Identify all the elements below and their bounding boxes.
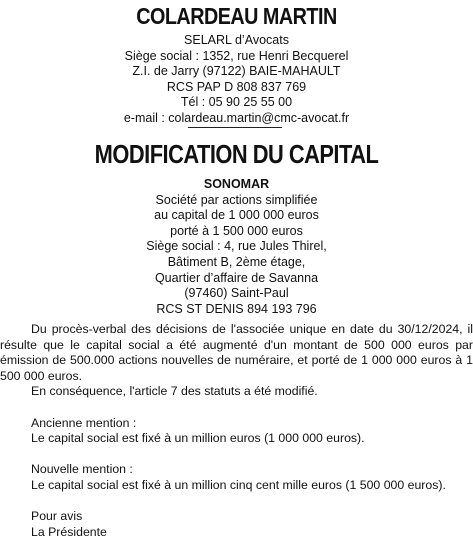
old-mention-text: Le capital social est fixé à un million euros (1 000 000 euros). bbox=[31, 431, 365, 446]
company-capital-new: porté à 1 500 000 euros bbox=[170, 223, 303, 238]
company-city: (97460) Saint-Paul bbox=[184, 286, 289, 301]
consequence-line: En conséquence, l'article 7 des statuts a été modifié. bbox=[31, 384, 318, 399]
new-mention-label: Nouvelle mention : bbox=[31, 462, 133, 477]
company-form: Société par actions simplifiée bbox=[155, 192, 318, 207]
decision-paragraph: Du procès-verbal des décisions de l'associée unique en date du 30/12/2024, il résulte que le capital social a été augmenté d'un montant de 500 000 euros par émission de 500.000 actions nouvelles de numéraire, et porté de 1 000 000 euros à 1 500 000 euros. bbox=[0, 322, 473, 383]
old-mention-label: Ancienne mention : bbox=[31, 415, 137, 430]
closing-line: Pour avis bbox=[31, 509, 83, 524]
company-address-line: Siège social : 4, rue Jules Thirel, bbox=[146, 239, 327, 254]
firm-email: e-mail : colardeau.martin@cmc-avocat.fr bbox=[123, 110, 350, 125]
spacer bbox=[0, 447, 473, 463]
signature-line: La Présidente bbox=[31, 524, 107, 539]
company-district: Quartier d’affaire de Savanna bbox=[154, 270, 319, 285]
company-building: Bâtiment B, 2ème étage, bbox=[167, 254, 306, 269]
firm-details bbox=[0, 33, 473, 127]
new-mention-text: Le capital social est fixé à un million cinq cent mille euros (1 500 000 euros). bbox=[31, 477, 446, 492]
divider-rule bbox=[188, 127, 282, 128]
spacer bbox=[0, 400, 473, 416]
company-name: SONOMAR bbox=[203, 177, 270, 191]
company-capital: au capital de 1 000 000 euros bbox=[154, 208, 319, 223]
spacer bbox=[0, 494, 473, 510]
company-rcs: RCS ST DENIS 894 193 796 bbox=[156, 301, 317, 316]
notice-title: MODIFICATION DU CAPITAL bbox=[94, 139, 379, 169]
firm-phone: Tél : 05 90 25 55 00 bbox=[180, 95, 293, 110]
firm-name: COLARDEAU MARTIN bbox=[136, 3, 337, 29]
firm-address-line: Siège social : 1352, rue Henri Becquerel bbox=[124, 48, 349, 63]
company-details bbox=[0, 177, 473, 317]
notice-body bbox=[0, 322, 473, 540]
firm-rcs: RCS PAP D 808 837 769 bbox=[166, 79, 307, 94]
firm-type: SELARL d’Avocats bbox=[184, 33, 289, 47]
firm-city-line: Z.I. de Jarry (97122) BAIE-MAHAULT bbox=[132, 64, 341, 79]
